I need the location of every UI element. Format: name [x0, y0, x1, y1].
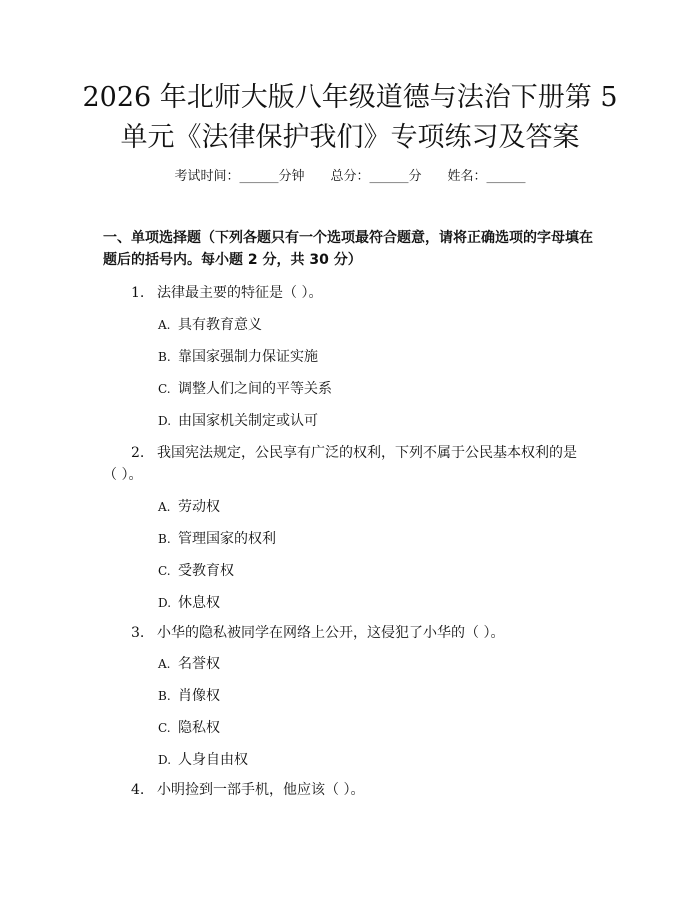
option-text: 靠国家强制力保证实施 [178, 349, 318, 365]
question-1 [103, 282, 603, 304]
option-3a [158, 653, 220, 675]
option-letter: A. [158, 657, 171, 671]
question-number: 3. [131, 625, 145, 641]
question-text: 法律最主要的特征是（ ）。 [157, 285, 323, 301]
question-number: 4. [131, 782, 145, 798]
exam-name: 姓名：______ [447, 169, 526, 184]
option-letter: B. [158, 532, 171, 546]
option-1d [158, 410, 318, 432]
option-letter: C. [158, 721, 171, 735]
option-text: 劳动权 [178, 499, 220, 515]
question-3 [103, 622, 603, 644]
option-3b [158, 685, 220, 707]
option-1b [158, 346, 318, 368]
option-text: 调整人们之间的平等关系 [178, 381, 332, 397]
option-letter: D. [158, 596, 172, 610]
question-number: 2. [131, 445, 145, 461]
option-text: 受教育权 [178, 563, 234, 579]
option-3c [158, 717, 220, 739]
option-1c [158, 378, 332, 400]
option-letter: D. [158, 753, 172, 767]
document-title [60, 78, 640, 158]
option-letter: B. [158, 350, 171, 364]
option-2a [158, 496, 220, 518]
option-text: 隐私权 [178, 720, 220, 736]
option-3d [158, 749, 248, 771]
option-text: 名誉权 [178, 656, 220, 672]
exam-time: 考试时间：______分钟 [174, 169, 305, 184]
option-text: 由国家机关制定或认可 [178, 413, 318, 429]
option-text: 管理国家的权利 [178, 531, 276, 547]
option-text: 人身自由权 [178, 752, 248, 768]
question-text: 小明捡到一部手机，他应该（ ）。 [157, 782, 365, 798]
question-text: 小华的隐私被同学在网络上公开，这侵犯了小华的（ ）。 [157, 625, 505, 641]
option-letter: C. [158, 564, 171, 578]
option-text: 肖像权 [178, 688, 220, 704]
option-letter: D. [158, 414, 172, 428]
option-1a [158, 314, 262, 336]
title-line-2: 单元《法律保护我们》专项练习及答案 [120, 122, 580, 153]
option-letter: A. [158, 318, 171, 332]
option-letter: C. [158, 382, 171, 396]
question-text-continuation: （ ）。 [103, 467, 143, 483]
option-2b [158, 528, 276, 550]
question-number: 1. [131, 285, 145, 301]
section-heading-line-1: 一、单项选择题（下列各题只有一个选项最符合题意，请将正确选项的字母填在 [103, 230, 593, 246]
exam-score: 总分：______分 [330, 169, 422, 184]
section-heading-line-2: 题后的括号内。每小题 2 分，共 30 分） [103, 252, 362, 268]
question-2 [103, 442, 603, 486]
option-2d [158, 592, 220, 614]
option-text: 休息权 [178, 595, 220, 611]
option-letter: B. [158, 689, 171, 703]
option-text: 具有教育意义 [178, 317, 262, 333]
question-4 [103, 779, 603, 801]
option-2c [158, 560, 234, 582]
exam-info [0, 166, 700, 188]
section-heading [103, 227, 603, 271]
title-line-1: 2026 年北师大版八年级道德与法治下册第 5 [82, 82, 618, 113]
option-letter: A. [158, 500, 171, 514]
question-text: 我国宪法规定，公民享有广泛的权利，下列不属于公民基本权利的是 [157, 445, 577, 461]
